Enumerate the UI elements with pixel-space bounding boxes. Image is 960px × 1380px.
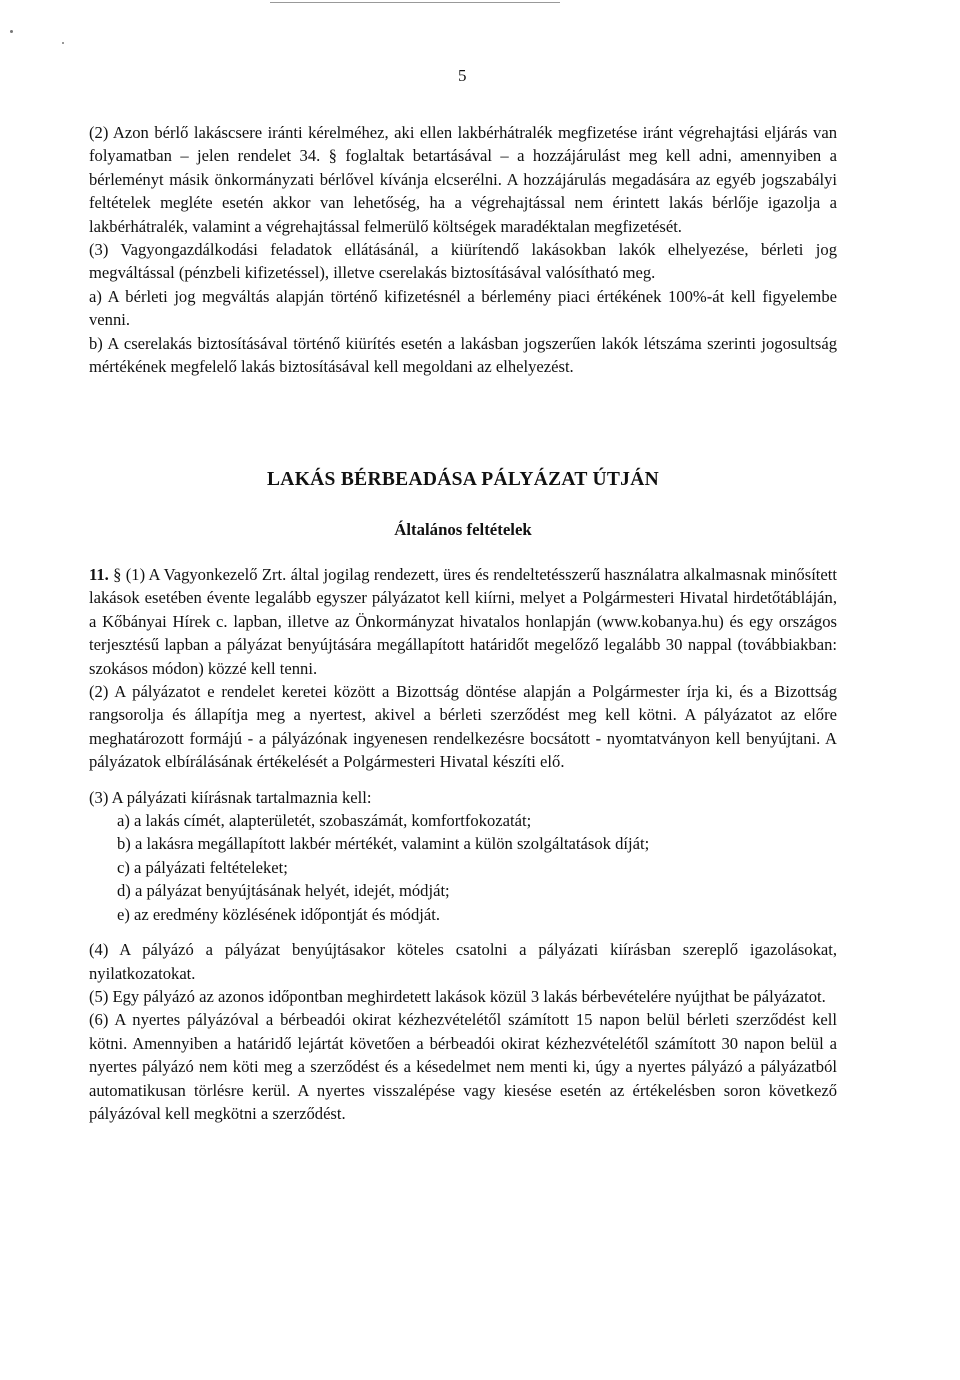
scan-speck [10, 30, 13, 33]
page-body [89, 121, 837, 1123]
list-item: d) a pályázat benyújtásának helyét, idejét, módját; [117, 881, 450, 901]
paragraph-3: (3) Vagyongazdálkodási feladatok ellátásánál, a kiürítendő lakásokban lakók elhelyezése, bérleti jog megváltással (pénzbeli kifizetéssel), illetve cserelakás biztosításával valósítható meg. [89, 240, 837, 283]
paragraph-11-3-intro: (3) A pályázati kiírásnak tartalmaznia kell: [89, 787, 372, 807]
list-item: b) a lakásra megállapított lakbér mértékét, valamint a külön szolgáltatások díját; [117, 834, 650, 854]
spacer [89, 774, 837, 786]
list-item: c) a pályázati feltételeket; [117, 857, 288, 877]
spacer [89, 926, 837, 938]
scan-speck [62, 42, 64, 44]
section-number: 11. [89, 565, 109, 584]
paragraph-11-1 [89, 563, 837, 680]
list-item: e) az eredmény közlésének időpontját és módját. [117, 904, 440, 924]
paragraph-3b: b) A cserelakás biztosításával történő kiürítés esetén a lakásban jogszerűen lakók létszáma szerinti jogosultság mértékének megfelelő lakás biztosításával kell megoldani az elhelyezést. [89, 333, 837, 377]
paragraph-11-4: (4) A pályázó a pályázat benyújtásakor köteles csatolni a pályázati kiírásban szereplő igazolásokat, nyilatkozatokat. [89, 940, 837, 983]
list-item: a) a lakás címét, alapterületét, szobaszámát, komfortfokozatát; [117, 811, 532, 831]
section-title: LAKÁS BÉRBEADÁSA PÁLYÁZAT ÚTJÁN [267, 469, 659, 490]
paragraph-2: (2) Azon bérlő lakáscsere iránti kérelméhez, aki ellen lakbérhátralék megfizetése iránt végrehajtási eljárás van folyamatban – jelen rendelet 34. § foglaltak betartásával – a hozzájárulást meg kell adni, amennyiben a bérleményt másik önkormányzati bérlővel kívánja elcserélni. A hozzájárulás megadására az egyéb jogszabályi feltételek megléte esetén akkor van lehetőség, ha a végrehajtással nem érintett lakás bérlője igazolja a lakbérhátralék, valamint a végrehajtással felmerülő költségek maradéktalan megfizetését. [89, 123, 837, 236]
scan-edge-line [270, 2, 560, 3]
subsection-title: Általános feltételek [394, 520, 532, 539]
paragraph-11-1-text: § (1) A Vagyonkezelő Zrt. által jogilag rendezett, üres és rendeltetésszerű használatra alkalmasnak minősített lakások esetében évente legalább egyszer pályázatot kell kiírni, melyet a Polgármesteri Hivatal hirdetőtábláján, a Kőbányai Hírek c. lapban, illetve az Önkormányzat hivatalos honlapján (www.kobanya.hu) és egy országos terjesztésű lapban a pályázat benyújtására megállapított határidőt megelőző legalább 30 nappal (továbbiakban: szokásos módon) közzé kell tenni. [89, 565, 837, 678]
section-11 [89, 563, 837, 1125]
paragraph-11-5: (5) Egy pályázó az azonos időpontban meghirdetett lakások közül 3 lakás bérbevételére nyújthat be pályázatot. [89, 986, 826, 1006]
requirements-list [89, 809, 837, 926]
page-number: 5 [458, 66, 467, 85]
paragraph-11-6: (6) A nyertes pályázóval a bérbeadói okirat kézhezvételétől számított 15 napon belül bérleti szerződést kell kötni. Amennyiben a határidő lejártát követően a bérbeadói okirat kézhezvételétől számított 30 napon belül a nyertes pályázó nem köti meg a szerződést és a késedelmet nem menti ki, úgy a nyertes pályázó a pályázatból automatikusan törlésre kerül. A nyertes visszalépése vagy kiesése esetén az értékelésben soron következő pályázóval kell megkötni a szerződést. [89, 1010, 837, 1123]
paragraph-11-2: (2) A pályázatot e rendelet keretei között a Bizottság döntése alapján a Polgármester írja ki, és a Bizottság rangsorolja és állapítja meg a nyertest, akivel a bérleti szerződést meg kell kötni. A pályázatot az előre meghatározott formájú - a pályázónak ingyenesen rendelkezésre bocsátott - nyomtatványon kell benyújtani. A pályázatok elbírálásának értékelését a Polgármesteri Hivatal készíti elő. [89, 682, 837, 772]
paragraph-3a: a) A bérleti jog megváltás alapján történő kifizetésnél a bérlemény piaci értékének 100%-át kell figyelembe venni. [89, 286, 837, 330]
